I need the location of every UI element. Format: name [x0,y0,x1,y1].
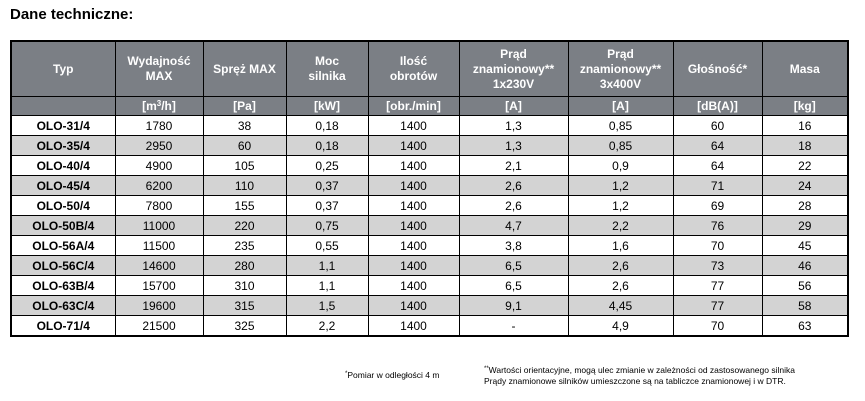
cell-flow: 11000 [115,216,203,236]
cell-rpm: 1400 [368,256,459,276]
unit-mass: [kg] [762,97,848,116]
cell-noise: 77 [673,296,762,316]
table-row [11,176,848,196]
cell-current-3x400: 1,2 [568,176,673,196]
table-row [11,296,848,316]
unit-current-3x400: [A] [568,97,673,116]
cell-current-1x230: 2,6 [459,176,568,196]
cell-noise: 69 [673,196,762,216]
cell-current-3x400: 1,2 [568,196,673,216]
table-row [11,156,848,176]
cell-current-1x230: 9,1 [459,296,568,316]
table-row [11,316,848,337]
cell-flow: 2950 [115,136,203,156]
cell-rpm: 1400 [368,156,459,176]
cell-type: OLO-31/4 [11,116,115,136]
cell-power: 1,1 [286,256,368,276]
cell-current-1x230: 6,5 [459,276,568,296]
cell-mass: 24 [762,176,848,196]
cell-mass: 28 [762,196,848,216]
cell-power: 0,25 [286,156,368,176]
cell-flow: 14600 [115,256,203,276]
table-body [11,116,848,337]
cell-type: OLO-71/4 [11,316,115,337]
cell-power: 0,55 [286,236,368,256]
cell-type: OLO-50B/4 [11,216,115,236]
unit-flow: $[m^3/h]$ [115,97,203,116]
cell-current-3x400: 2,6 [568,256,673,276]
cell-current-3x400: 4,45 [568,296,673,316]
cell-type: OLO-40/4 [11,156,115,176]
cell-pressure: 310 [203,276,286,296]
cell-current-1x230: 2,1 [459,156,568,176]
cell-noise: 64 [673,136,762,156]
cell-type: OLO-45/4 [11,176,115,196]
cell-mass: 29 [762,216,848,236]
table-row [11,196,848,216]
cell-pressure: 60 [203,136,286,156]
cell-noise: 77 [673,276,762,296]
cell-mass: 22 [762,156,848,176]
cell-power: 0,18 [286,136,368,156]
cell-mass: 63 [762,316,848,337]
cell-flow: 1780 [115,116,203,136]
cell-noise: 70 [673,236,762,256]
table-row [11,276,848,296]
cell-mass: 45 [762,236,848,256]
cell-type: OLO-56C/4 [11,256,115,276]
cell-rpm: 1400 [368,236,459,256]
header-pressure: Spręż MAX [203,41,286,97]
table-row [11,236,848,256]
header-flow: Wydajność MAX [115,41,203,97]
cell-power: 0,37 [286,176,368,196]
cell-mass: 16 [762,116,848,136]
cell-flow: 6200 [115,176,203,196]
cell-rpm: 1400 [368,136,459,156]
header-noise: Głośność* [673,41,762,97]
cell-current-3x400: 0,85 [568,136,673,156]
cell-mass: 46 [762,256,848,276]
cell-type: OLO-63C/4 [11,296,115,316]
cell-power: 2,2 [286,316,368,337]
cell-current-1x230: 3,8 [459,236,568,256]
cell-current-3x400: 2,2 [568,216,673,236]
cell-current-3x400: 1,6 [568,236,673,256]
cell-flow: 11500 [115,236,203,256]
cell-pressure: 235 [203,236,286,256]
unit-noise: [dB(A)] [673,97,762,116]
footnote-current: **Wartości orientacyjne, mogą ulec zmianie w zależności od zastosowanego silnika Prądy znamionowe silników umieszczone są na tabliczce znamionowej i w DTR. [484,365,795,386]
cell-rpm: 1400 [368,296,459,316]
cell-noise: 60 [673,116,762,136]
unit-rpm: [obr./min] [368,97,459,116]
cell-current-1x230: 2,6 [459,196,568,216]
unit-power: [kW] [286,97,368,116]
cell-current-1x230: 6,5 [459,256,568,276]
cell-flow: 19600 [115,296,203,316]
cell-rpm: 1400 [368,316,459,337]
cell-pressure: 220 [203,216,286,236]
cell-rpm: 1400 [368,216,459,236]
cell-power: 0,37 [286,196,368,216]
cell-mass: 58 [762,296,848,316]
cell-rpm: 1400 [368,176,459,196]
table-row [11,256,848,276]
cell-flow: 21500 [115,316,203,337]
header-row [11,41,848,97]
cell-pressure: 155 [203,196,286,216]
cell-current-3x400: 0,9 [568,156,673,176]
table-row [11,116,848,136]
cell-flow: 4900 [115,156,203,176]
cell-current-1x230: - [459,316,568,337]
cell-current-3x400: 2,6 [568,276,673,296]
cell-current-1x230: 1,3 [459,116,568,136]
cell-noise: 64 [673,156,762,176]
header-power: Moc silnika [286,41,368,97]
cell-pressure: 315 [203,296,286,316]
cell-current-3x400: 4,9 [568,316,673,337]
cell-current-1x230: 1,3 [459,136,568,156]
cell-pressure: 325 [203,316,286,337]
cell-rpm: 1400 [368,116,459,136]
header-mass: Masa [762,41,848,97]
unit-type [11,97,115,116]
cell-pressure: 280 [203,256,286,276]
cell-type: OLO-35/4 [11,136,115,156]
cell-pressure: 105 [203,156,286,176]
header-rpm: Ilość obrotów [368,41,459,97]
cell-power: 0,75 [286,216,368,236]
technical-data-table [10,40,849,337]
header-current-1x230: Prąd znamionowy** 1x230V [459,41,568,97]
section-title: Dane techniczne: [10,6,134,23]
cell-power: 1,5 [286,296,368,316]
cell-type: OLO-63B/4 [11,276,115,296]
unit-current-1x230: [A] [459,97,568,116]
units-row [11,97,848,116]
cell-noise: 70 [673,316,762,337]
table-row [11,136,848,156]
cell-pressure: 110 [203,176,286,196]
cell-power: 0,18 [286,116,368,136]
header-current-3x400: Prąd znamionowy** 3x400V [568,41,673,97]
cell-noise: 71 [673,176,762,196]
cell-noise: 76 [673,216,762,236]
cell-type: OLO-56A/4 [11,236,115,256]
cell-pressure: 38 [203,116,286,136]
cell-type: OLO-50/4 [11,196,115,216]
cell-rpm: 1400 [368,276,459,296]
cell-mass: 56 [762,276,848,296]
cell-noise: 73 [673,256,762,276]
footnote-measurement: *Pomiar w odległości 4 m [345,370,440,380]
cell-current-1x230: 4,7 [459,216,568,236]
cell-power: 1,1 [286,276,368,296]
cell-current-3x400: 0,85 [568,116,673,136]
cell-flow: 7800 [115,196,203,216]
cell-rpm: 1400 [368,196,459,216]
header-type: Typ [11,41,115,97]
cell-flow: 15700 [115,276,203,296]
unit-pressure: [Pa] [203,97,286,116]
cell-mass: 18 [762,136,848,156]
table-row [11,216,848,236]
